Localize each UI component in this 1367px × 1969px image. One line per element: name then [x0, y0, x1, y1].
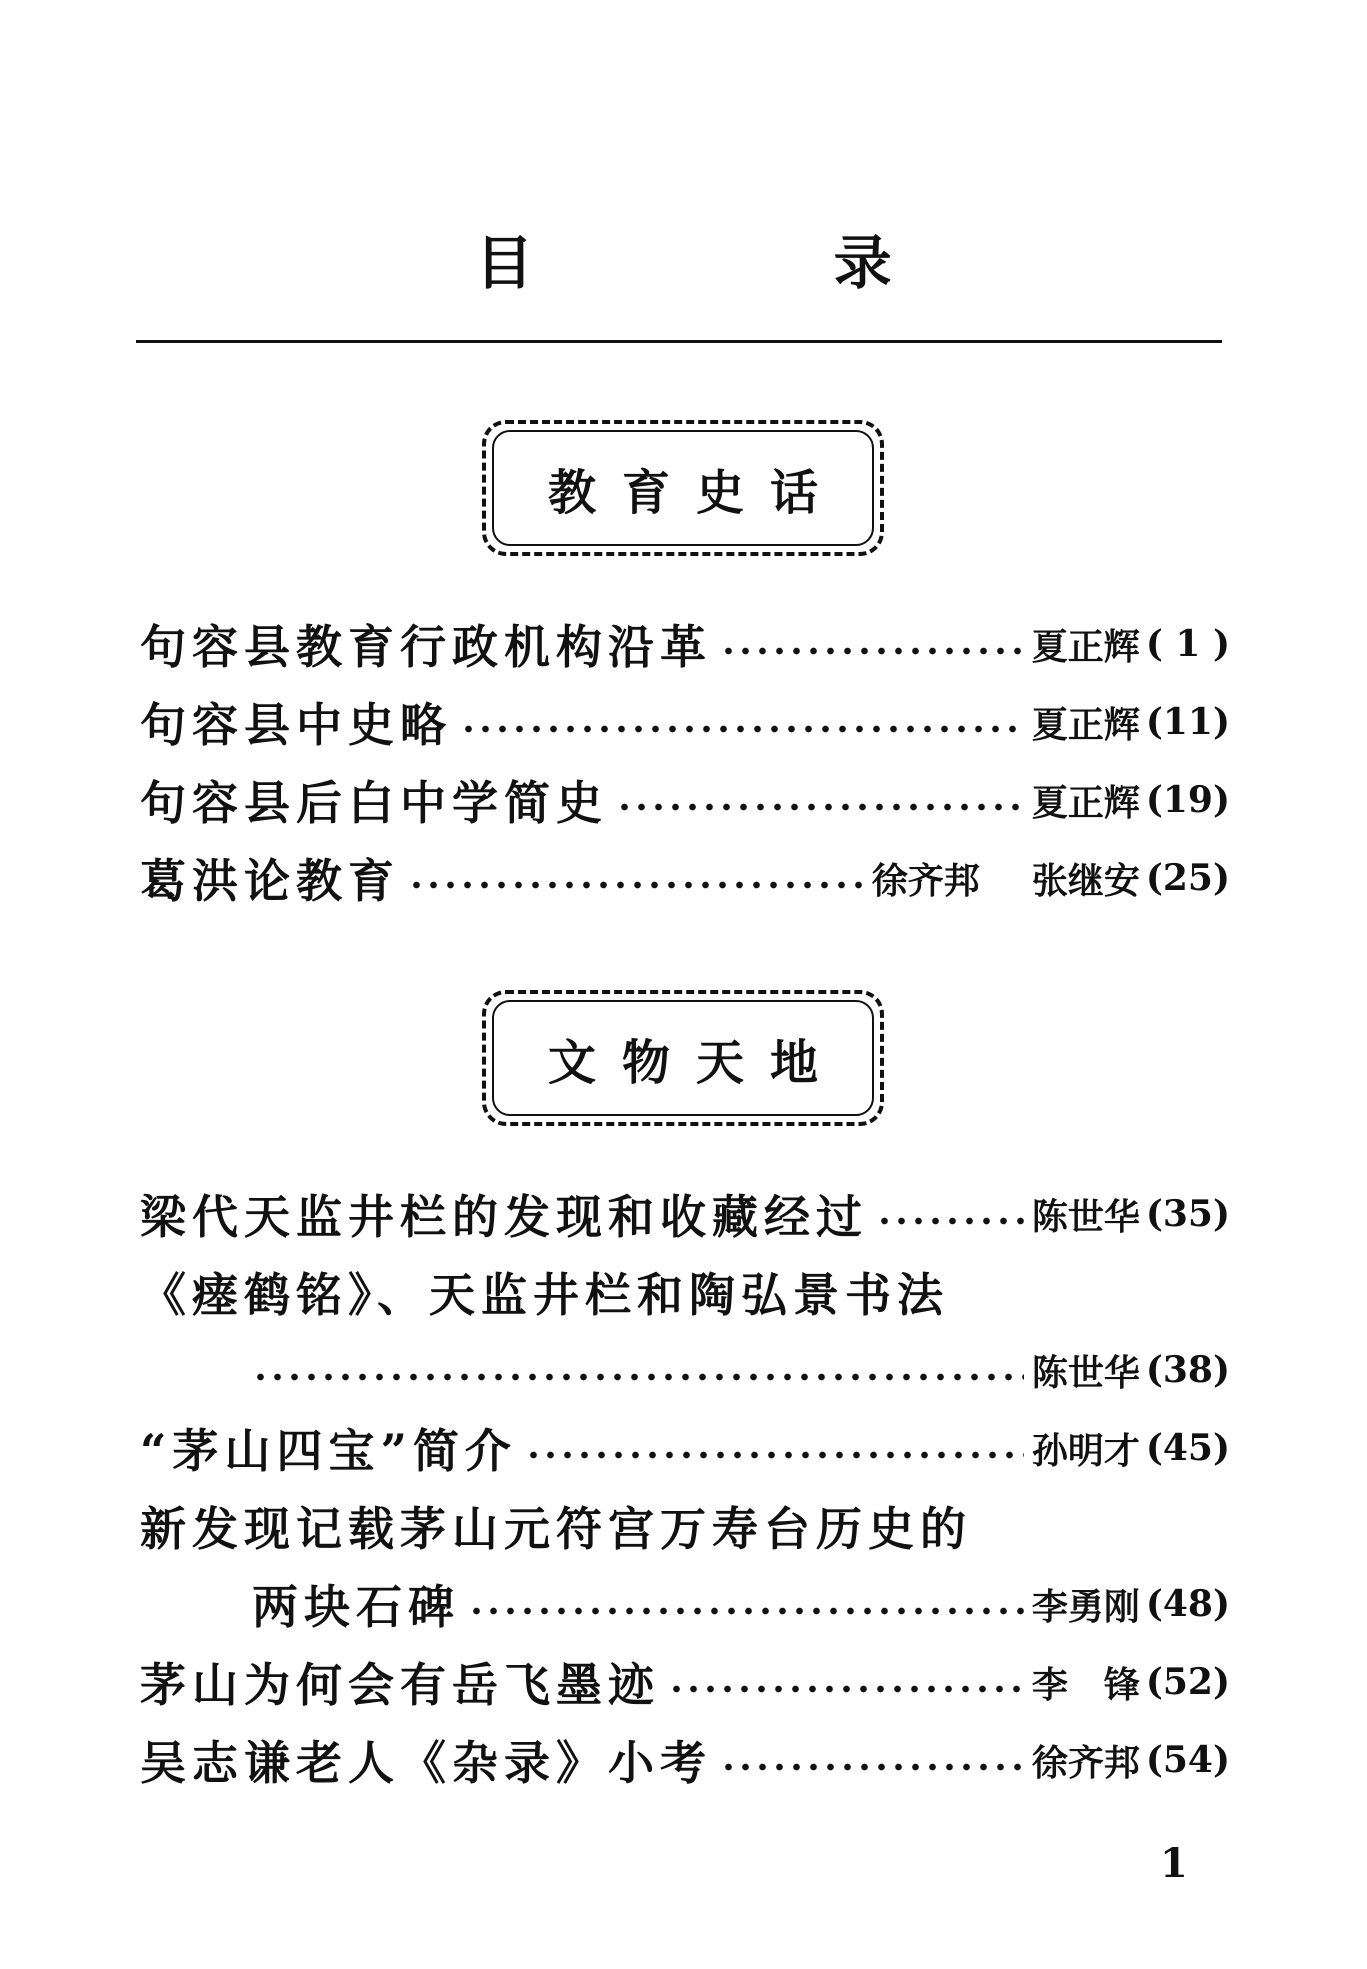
section-label: 文物天地 [547, 1034, 844, 1091]
title-divider [136, 340, 1222, 343]
entry-author: 徐齐邦 [871, 860, 980, 902]
entry-author: 夏正辉 [1031, 704, 1140, 746]
entry-author: 夏正辉 [1031, 626, 1140, 668]
entry-author: 李 锋 [1031, 1664, 1140, 1706]
entry-author: 李勇刚 [1031, 1586, 1140, 1628]
toc-entry[interactable] [140, 768, 1230, 832]
leader-dots [408, 880, 864, 890]
section-header-relics [482, 990, 884, 1126]
toc-entry[interactable] [140, 1650, 1230, 1714]
toc-entry[interactable] [140, 1182, 1230, 1246]
leader-dots [616, 802, 1024, 812]
entry-author: 徐齐邦 [1031, 1742, 1140, 1784]
entry-title-continuation: 两块石碑 [252, 1580, 460, 1634]
entry-page: ( 1 ) [1145, 623, 1230, 665]
entry-page: (19) [1145, 779, 1230, 821]
entry-title: 句容县中史略 [140, 698, 452, 752]
entry-title: 新发现记载茅山元符宫万寿台历史的 [140, 1502, 972, 1556]
entry-title: 句容县教育行政机构沿革 [140, 620, 712, 674]
leader-dots [525, 1450, 1024, 1460]
entry-page: (52) [1145, 1661, 1230, 1703]
leader-dots [252, 1372, 1024, 1382]
toc-entry[interactable] [140, 690, 1230, 754]
entry-title: 葛洪论教育 [140, 854, 400, 908]
leader-dots [668, 1684, 1024, 1694]
entry-title: 梁代天监井栏的发现和收藏经过 [140, 1190, 868, 1244]
toc-entry-title-line[interactable] [140, 1260, 1230, 1324]
section-label: 教育史话 [547, 464, 844, 521]
page-title: 目 录 [475, 229, 1032, 297]
entry-page: (45) [1145, 1427, 1230, 1469]
entry-author: 夏正辉 [1031, 782, 1140, 824]
leader-dots [720, 646, 1024, 656]
toc-entry[interactable] [140, 1416, 1230, 1480]
toc-entry-continuation[interactable] [252, 1338, 1230, 1402]
entry-page: (38) [1145, 1349, 1230, 1391]
entry-title: 句容县后白中学简史 [140, 776, 608, 830]
entry-author: 陈世华 [1031, 1196, 1140, 1238]
entry-title: 《瘗鹤铭》、天监井栏和陶弘景书法 [140, 1268, 949, 1322]
page-number: 1 [1160, 1840, 1188, 1887]
entry-page: (35) [1145, 1193, 1230, 1235]
entry-page: (54) [1145, 1739, 1230, 1781]
entry-page: (48) [1145, 1583, 1230, 1625]
entry-author: 孙明才 [1031, 1430, 1140, 1472]
entry-coauthor: 张继安 [1031, 860, 1140, 902]
entry-title: “茅山四宝”简介 [140, 1424, 517, 1478]
entry-page: (11) [1145, 701, 1230, 743]
leader-dots [460, 724, 1024, 734]
section-header-education [482, 420, 884, 556]
entry-author: 陈世华 [1031, 1352, 1140, 1394]
toc-entry-continuation[interactable] [252, 1572, 1230, 1636]
leader-dots [720, 1762, 1024, 1772]
entry-title: 吴志谦老人《杂录》小考 [140, 1736, 712, 1790]
toc-entry-title-line[interactable] [140, 1494, 1230, 1558]
leader-dots [468, 1606, 1024, 1616]
toc-entry[interactable] [140, 612, 1230, 676]
toc-entry[interactable] [140, 1728, 1230, 1792]
leader-dots [876, 1216, 1024, 1226]
entry-title: 茅山为何会有岳飞墨迹 [140, 1658, 660, 1712]
toc-entry[interactable] [140, 846, 1230, 910]
entry-page: (25) [1145, 857, 1230, 899]
